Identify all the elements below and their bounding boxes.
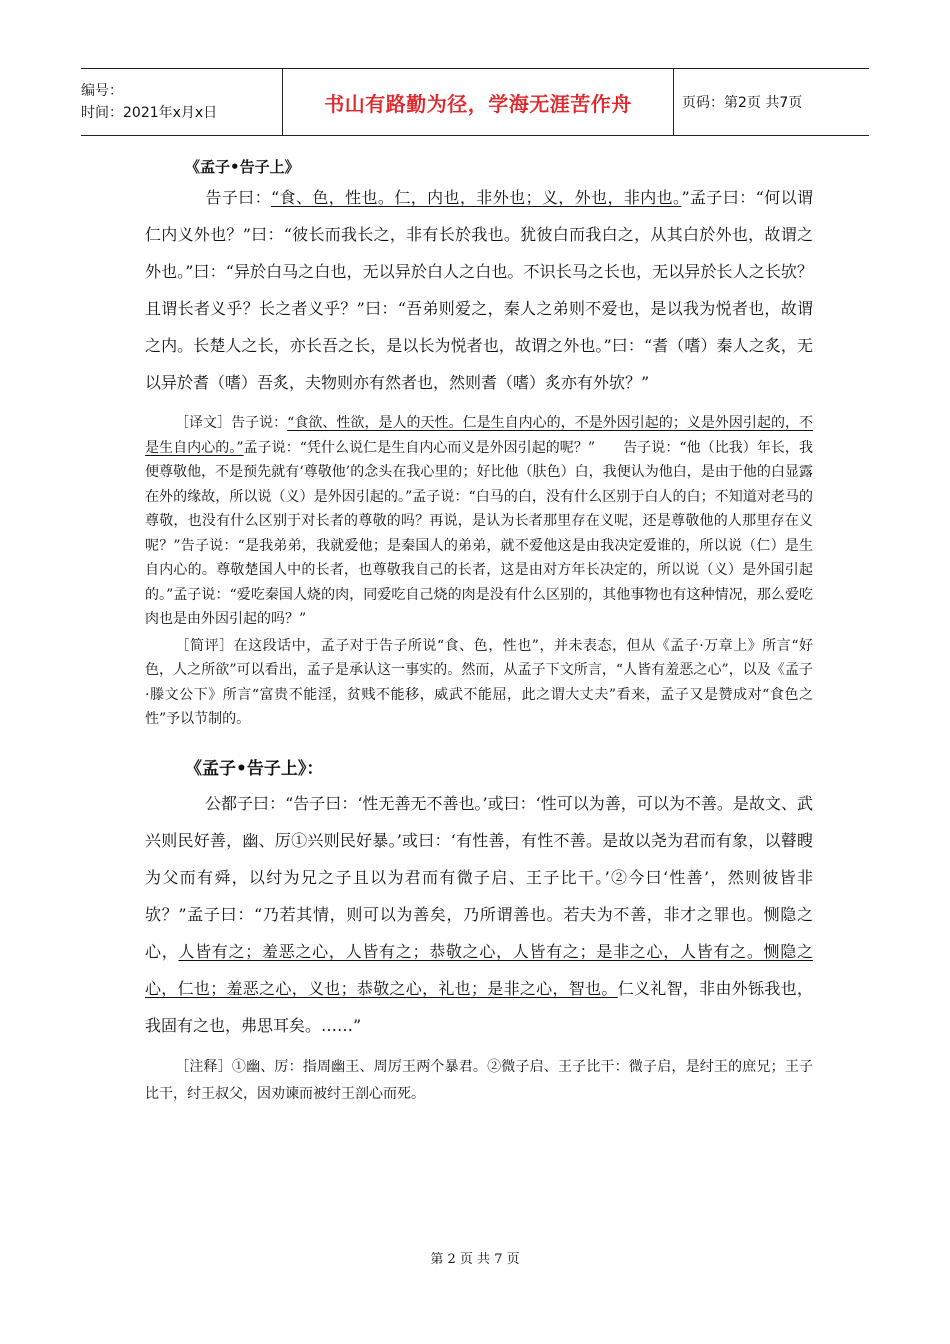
notes-paragraph: ［注释］①幽、厉：指周幽王、周厉王两个暴君。②微子启、王子比干：微子启，是纣王的庶兄；王子比干，纣王叔父，因劝谏而被纣王剖心而死。 (145, 1058, 813, 1102)
header-page-number: 页码：第2页 共7页 (674, 69, 870, 136)
original-text-paragraph-2: 公都子曰：“告子曰：‘性无善无不善也。’或曰：‘性可以为善，可以为不善。是故文、武兴则民好善，幽、厉①兴则民好暴。’或曰：‘有性善，有性不善。是故以尧为君而有象，以瞽瞍为父而有舜，以纣为兄之子且以为君而有微子启、王子比干。’②今曰‘性善’，然则彼皆非欤？”孟子曰：“乃若其情，则可以为善矣，乃所谓善也。若夫为不善，非才之罪也。恻隐之心，人皆有之；羞恶之心，人皆有之；恭敬之心，人皆有之；是非之心，人皆有之。恻隐之心，仁也；羞恶之心，义也；恭敬之心，礼也；是非之心，智也。仁义礼智，非由外铄我也，我固有之也，弗思耳矣。……” (145, 793, 813, 1035)
section-title-1: 《孟子•告子上》 (185, 158, 300, 176)
header-motto: 书山有路勤为径，学海无涯苦作舟 (324, 91, 632, 116)
document-date: 时间：2021年x月x日 (81, 105, 218, 121)
underlined-quote: “食、色，性也。仁，内也，非外也；义，外也，非内也。 (270, 188, 682, 207)
page-footer: 第 2 页 共 7 页 (430, 1252, 520, 1267)
page-header (81, 68, 869, 136)
document-body (145, 152, 813, 1108)
header-meta (81, 69, 283, 136)
section-title-2: 《孟子•告子上》： (185, 758, 324, 779)
translation-paragraph: ［译文］告子说：“食欲、性欲，是人的天性。仁是生自内心的，不是外因引起的；义是外因引起的，不是生自内心的。”孟子说：“凭什么说仁是生自内心而义是外因引起的呢？” 告子说：“他（比我）年长，我便尊敬他，不是预先就有‘尊敬他’的念头在我心里的；好比他（肤色）白，我便认为他白，是由于他的白显露在外的缘故，所以说（义）是外因引起的。”孟子说：“白马的白，没有什么区别于白人的白；不知道对老马的尊敬，也没有什么区别于对长者的尊敬的吗？再说，是认为长者那里存在义呢，还是尊敬他的人那里存在义呢？”告子说：“是我弟弟，我就爱他；是秦国人的弟弟，就不爱他这是由我决定爱谁的，所以说（仁）是生自内心的。尊敬楚国人中的长者，也尊敬我自己的长者，这是由对方年长决定的，所以说（义）是外国引起的。”孟子说：“爱吃秦国人烧的肉，同爱吃自己烧的肉是没有什么区别的，其他事物也有这种情况，那么爱吃肉也是由外因引起的吗？” (145, 415, 814, 627)
comment-paragraph: ［简评］在这段话中，孟子对于告子所说“食、色，性也”，并未表态，但从《孟子·万章上》所言“好色，人之所欲”可以看出，孟子是承认这一事实的。然而，从孟子下文所言，“人皆有羞恶之心”，以及《孟子·滕文公下》所言“富贵不能淫，贫贱不能移，威武不能屈，此之谓大丈夫”看来，孟子又是赞成对“食色之性”予以节制的。 (145, 637, 813, 727)
document-number: 编号： (81, 83, 123, 99)
original-text-paragraph-1: 告子曰：“食、色，性也。仁，内也，非外也；义，外也，非内也。”孟子曰：“何以谓仁内义外也？”曰：“彼长而我长之，非有长於我也。犹彼白而我白之，从其白於外也，故谓之外也。”曰：“异於白马之白也，无以异於白人之白也。不识长马之长也，无以异於长人之长欤？且谓长者义乎？长之者义乎？”曰：“吾弟则爱之，秦人之弟则不爱也，是以我为悦者也，故谓之内。长楚人之长，亦长吾之长，是以长为悦者也，故谓之外也。”曰：“耆（嗜）秦人之炙，无以异於耆（嗜）吾炙，夫物则亦有然者也，然则耆（嗜）炙亦有外欤？” (145, 188, 813, 392)
header-motto-cell (283, 69, 674, 136)
underlined-four-hearts: 人皆有之；羞恶之心，人皆有之；恭敬之心，人皆有之；是非之心，人皆有之。恻隐之心，仁也；羞恶之心，义也；恭敬之心，礼也；是非之心，智也。 (145, 941, 813, 998)
underlined-translation: “食欲、性欲，是人的天性。仁是生自内心的，不是外因引起的；义是外因引起的，不是生自内心的。” (145, 415, 814, 456)
